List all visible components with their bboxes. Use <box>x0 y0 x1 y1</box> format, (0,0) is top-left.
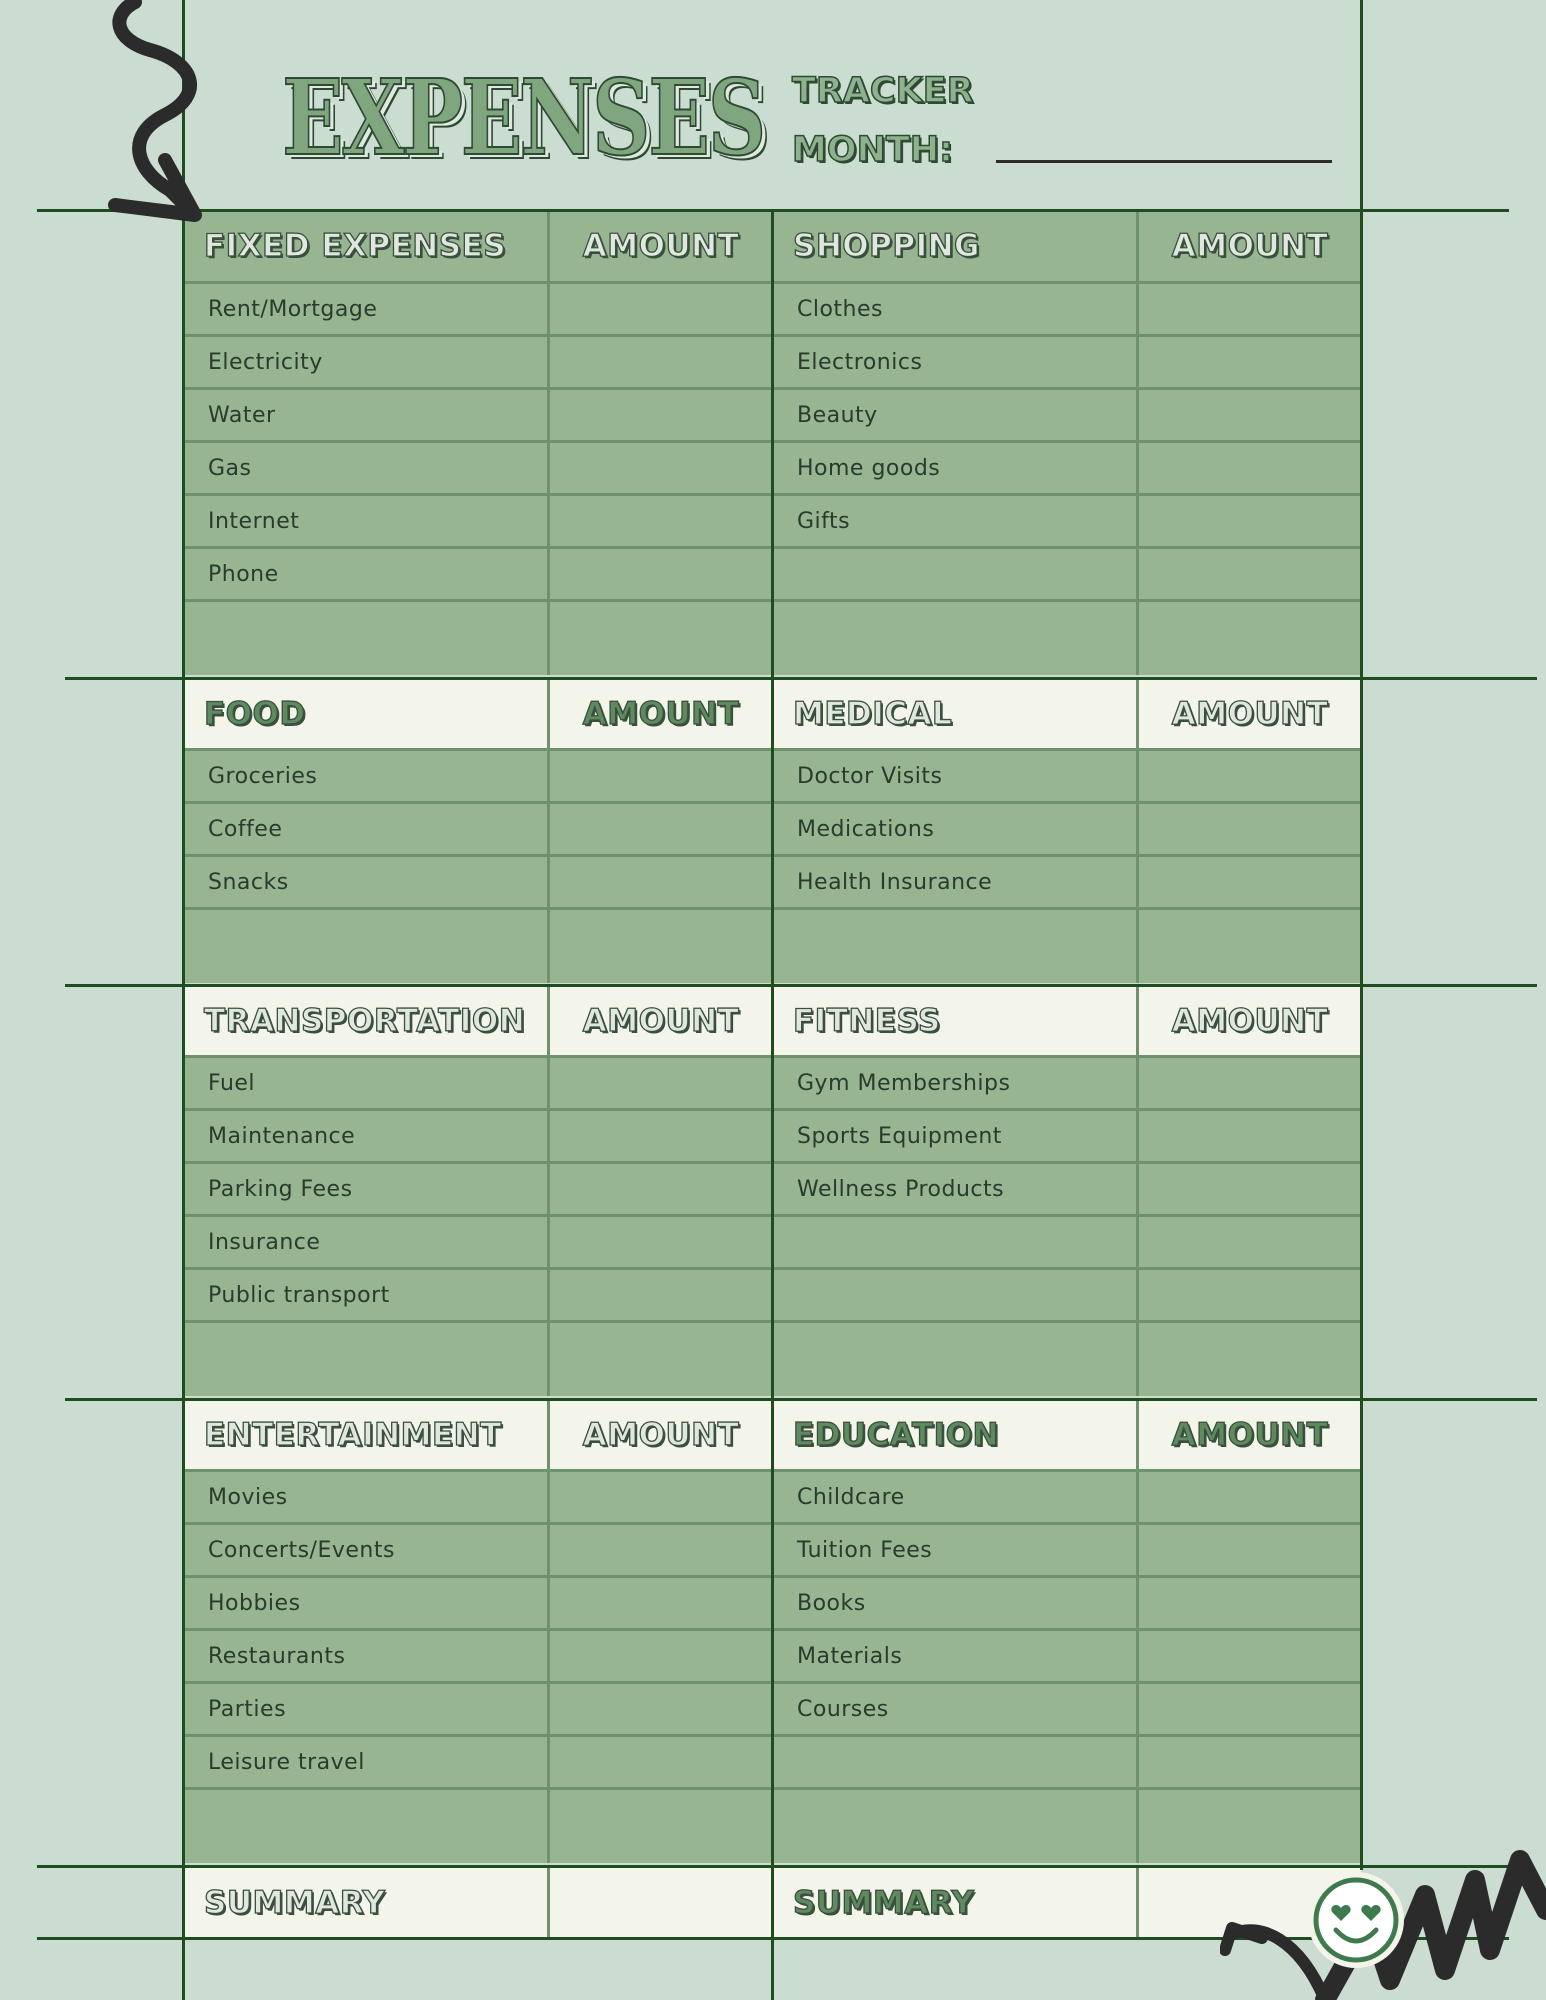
expense-label-cell <box>184 284 550 337</box>
amount-input-cell[interactable] <box>1139 1270 1361 1323</box>
summary-row <box>184 1868 772 1937</box>
expense-row <box>184 804 772 857</box>
expense-label: Electronics <box>797 349 923 375</box>
section-title-cell <box>773 680 1139 751</box>
expense-label-cell <box>773 1217 1139 1270</box>
section-title-cell <box>773 1401 1139 1472</box>
expense-label-cell <box>773 1472 1139 1525</box>
expense-label-cell <box>773 1058 1139 1111</box>
amount-input-cell[interactable] <box>1139 549 1361 602</box>
amount-header-cell <box>1139 211 1361 284</box>
expense-label: Rent/Mortgage <box>208 296 378 322</box>
amount-input-cell[interactable] <box>550 804 772 857</box>
expense-label: Water <box>208 402 276 428</box>
expense-label-cell <box>773 390 1139 443</box>
expense-label: Gas <box>208 455 252 481</box>
amount-header-cell <box>1139 680 1361 751</box>
expense-row <box>184 390 772 443</box>
expense-label-cell <box>773 1525 1139 1578</box>
expense-label: Beauty <box>797 402 878 428</box>
expense-row <box>773 1578 1361 1631</box>
amount-header: AMOUNT <box>582 1003 740 1039</box>
expense-row <box>773 1525 1361 1578</box>
expense-label-cell <box>184 1270 550 1323</box>
expense-label-cell <box>184 1164 550 1217</box>
expense-label-cell <box>184 390 550 443</box>
expense-label-cell <box>773 549 1139 602</box>
expense-label-cell <box>184 1790 550 1863</box>
expense-label: Sports Equipment <box>797 1123 1002 1149</box>
expense-label: Snacks <box>208 869 289 895</box>
expense-label-cell <box>773 602 1139 675</box>
divider-line <box>65 1398 1537 1401</box>
expense-label-cell <box>184 602 550 675</box>
amount-input-cell[interactable] <box>1139 804 1361 857</box>
amount-header: AMOUNT <box>1171 1417 1329 1453</box>
summary-label-cell <box>184 1868 550 1937</box>
section-title: FIXED EXPENSES <box>204 228 507 264</box>
expense-row <box>184 1472 772 1525</box>
amount-input-cell[interactable] <box>1139 1111 1361 1164</box>
section-header <box>184 987 772 1058</box>
expense-label: Health Insurance <box>797 869 993 895</box>
expense-label-cell <box>773 1323 1139 1396</box>
amount-header: AMOUNT <box>582 228 740 264</box>
amount-input-cell[interactable] <box>550 1164 772 1217</box>
amount-input-cell[interactable] <box>550 1525 772 1578</box>
expense-row <box>773 910 1361 983</box>
amount-input-cell[interactable] <box>1139 1217 1361 1270</box>
amount-input-cell[interactable] <box>1139 1323 1361 1396</box>
amount-header: AMOUNT <box>1171 696 1329 732</box>
amount-input-cell[interactable] <box>550 1631 772 1684</box>
amount-header-cell <box>550 680 772 751</box>
expense-row <box>773 1164 1361 1217</box>
expense-label: Home goods <box>797 455 941 481</box>
expense-row <box>773 1270 1361 1323</box>
amount-input-cell[interactable] <box>550 390 772 443</box>
section-title-cell <box>184 211 550 284</box>
expense-label-cell <box>184 549 550 602</box>
amount-input-cell[interactable] <box>1139 1578 1361 1631</box>
expense-label-cell <box>184 1058 550 1111</box>
amount-input-cell[interactable] <box>1139 443 1361 496</box>
amount-header-cell <box>1139 987 1361 1058</box>
amount-input-cell[interactable] <box>550 1737 772 1790</box>
expense-label: Parking Fees <box>208 1176 353 1202</box>
expense-row <box>184 496 772 549</box>
summary-amount-cell[interactable] <box>550 1868 772 1937</box>
expense-label-cell <box>773 284 1139 337</box>
expense-row <box>184 1111 772 1164</box>
expense-label: Courses <box>797 1696 889 1722</box>
section-title: ENTERTAINMENT <box>204 1417 502 1453</box>
expense-row <box>773 284 1361 337</box>
expense-row <box>773 1058 1361 1111</box>
expense-row <box>773 1217 1361 1270</box>
expense-row <box>184 1737 772 1790</box>
amount-input-cell[interactable] <box>1139 1684 1361 1737</box>
expense-label-cell <box>773 337 1139 390</box>
expense-label: Leisure travel <box>208 1749 365 1775</box>
divider-line <box>65 984 1537 987</box>
amount-header: AMOUNT <box>1171 228 1329 264</box>
expense-label-cell <box>773 1270 1139 1323</box>
tracker-label: TRACKER <box>792 71 974 111</box>
amount-input-cell[interactable] <box>550 857 772 910</box>
expense-label-cell <box>773 1684 1139 1737</box>
amount-input-cell[interactable] <box>1139 1164 1361 1217</box>
amount-input-cell[interactable] <box>550 1270 772 1323</box>
amount-input-cell[interactable] <box>550 1323 772 1396</box>
expense-label-cell <box>184 1737 550 1790</box>
section-header <box>773 211 1361 284</box>
smiley-heart-eyes-icon <box>1306 1870 1406 1970</box>
expense-row <box>184 1058 772 1111</box>
expense-row <box>184 284 772 337</box>
expense-label-cell <box>773 1578 1139 1631</box>
amount-input-cell[interactable] <box>550 549 772 602</box>
expense-label-cell <box>184 857 550 910</box>
amount-header: AMOUNT <box>582 1417 740 1453</box>
expense-row <box>773 804 1361 857</box>
amount-input-cell[interactable] <box>550 1790 772 1863</box>
expense-label-cell <box>773 857 1139 910</box>
expense-row <box>773 1684 1361 1737</box>
expense-label-cell <box>184 1684 550 1737</box>
amount-input-cell[interactable] <box>1139 857 1361 910</box>
section-title: FITNESS <box>793 1003 941 1039</box>
amount-input-cell[interactable] <box>550 1217 772 1270</box>
amount-input-cell[interactable] <box>1139 284 1361 337</box>
amount-input-cell[interactable] <box>1139 1058 1361 1111</box>
amount-input-cell[interactable] <box>550 1111 772 1164</box>
expense-section-transportation <box>184 987 772 1396</box>
expense-row <box>773 337 1361 390</box>
amount-input-cell[interactable] <box>550 1472 772 1525</box>
expense-row <box>184 549 772 602</box>
divider-line <box>65 677 1537 680</box>
amount-input-cell[interactable] <box>1139 910 1361 983</box>
expense-label: Restaurants <box>208 1643 346 1669</box>
expense-label-cell <box>773 1111 1139 1164</box>
divider-line <box>771 209 774 2000</box>
expense-row <box>184 602 772 675</box>
expense-row <box>184 1578 772 1631</box>
expense-row <box>184 1217 772 1270</box>
divider-line <box>182 0 185 2000</box>
expense-label-cell <box>773 1164 1139 1217</box>
expense-section-entertainment <box>184 1401 772 1863</box>
section-header <box>184 680 772 751</box>
expense-row <box>773 1323 1361 1396</box>
section-title-cell <box>773 987 1139 1058</box>
section-title-cell <box>184 680 550 751</box>
section-title: SHOPPING <box>793 228 980 264</box>
amount-input-cell[interactable] <box>1139 751 1361 804</box>
section-title-cell <box>184 987 550 1058</box>
expense-label: Concerts/Events <box>208 1537 395 1563</box>
expense-label: Movies <box>208 1484 288 1510</box>
amount-header-cell <box>550 1401 772 1472</box>
amount-header: AMOUNT <box>582 696 740 732</box>
expense-label-cell <box>184 1631 550 1684</box>
expense-row <box>184 337 772 390</box>
amount-input-cell[interactable] <box>1139 1525 1361 1578</box>
expense-row <box>184 1164 772 1217</box>
expense-label: Phone <box>208 561 279 587</box>
month-input-line[interactable] <box>996 160 1332 163</box>
expense-label: Books <box>797 1590 866 1616</box>
expense-label: Gym Memberships <box>797 1070 1011 1096</box>
squiggle-arrow-icon <box>95 0 235 230</box>
section-header <box>184 1401 772 1472</box>
expense-label: Clothes <box>797 296 883 322</box>
expense-row <box>184 857 772 910</box>
expense-label-cell <box>184 496 550 549</box>
expense-label: Coffee <box>208 816 283 842</box>
expense-label-cell <box>773 496 1139 549</box>
section-header <box>773 1401 1361 1472</box>
expense-label-cell <box>184 910 550 983</box>
expense-label: Materials <box>797 1643 903 1669</box>
section-header <box>184 211 772 284</box>
expense-label: Childcare <box>797 1484 905 1510</box>
expense-section-education <box>773 1401 1361 1863</box>
amount-input-cell[interactable] <box>550 443 772 496</box>
expense-label-cell <box>184 1472 550 1525</box>
expense-label-cell <box>184 337 550 390</box>
expense-row <box>773 1472 1361 1525</box>
expense-row <box>773 857 1361 910</box>
expense-label-cell <box>184 751 550 804</box>
expense-label-cell <box>773 1790 1139 1863</box>
expense-label: Gifts <box>797 508 851 534</box>
amount-input-cell[interactable] <box>550 284 772 337</box>
expense-label: Doctor Visits <box>797 763 943 789</box>
expense-label: Groceries <box>208 763 318 789</box>
expense-label: Tuition Fees <box>797 1537 933 1563</box>
expense-row <box>184 443 772 496</box>
expense-section-fixed <box>184 211 772 675</box>
expense-label-cell <box>184 1525 550 1578</box>
section-title: EDUCATION <box>793 1417 999 1453</box>
expense-row <box>773 1737 1361 1790</box>
expense-section-fitness <box>773 987 1361 1396</box>
expense-label: Insurance <box>208 1229 321 1255</box>
expense-row <box>184 910 772 983</box>
month-label: MONTH: <box>792 130 954 170</box>
expense-label: Public transport <box>208 1282 390 1308</box>
amount-input-cell[interactable] <box>1139 390 1361 443</box>
expense-row <box>773 602 1361 675</box>
section-title: TRANSPORTATION <box>204 1003 526 1039</box>
expense-label: Wellness Products <box>797 1176 1005 1202</box>
section-title-cell <box>773 211 1139 284</box>
amount-input-cell[interactable] <box>1139 1631 1361 1684</box>
expense-section-medical <box>773 680 1361 983</box>
expense-row <box>184 1525 772 1578</box>
expense-label: Fuel <box>208 1070 256 1096</box>
amount-input-cell[interactable] <box>550 602 772 675</box>
expense-label-cell <box>773 1737 1139 1790</box>
expense-label-cell <box>184 804 550 857</box>
expense-row <box>773 1631 1361 1684</box>
expense-row <box>184 751 772 804</box>
expense-label-cell <box>773 751 1139 804</box>
amount-input-cell[interactable] <box>550 910 772 983</box>
expense-row <box>773 496 1361 549</box>
expense-label-cell <box>184 1111 550 1164</box>
amount-input-cell[interactable] <box>550 1684 772 1737</box>
expense-label-cell <box>184 1217 550 1270</box>
section-header <box>773 987 1361 1058</box>
amount-input-cell[interactable] <box>1139 1472 1361 1525</box>
expense-section-shopping <box>773 211 1361 675</box>
section-title: FOOD <box>204 696 306 732</box>
expense-label-cell <box>184 443 550 496</box>
expense-label: Electricity <box>208 349 323 375</box>
amount-header: AMOUNT <box>1171 1003 1329 1039</box>
section-title: MEDICAL <box>793 696 953 732</box>
section-title-cell <box>184 1401 550 1472</box>
expense-row <box>184 1631 772 1684</box>
expense-row <box>773 549 1361 602</box>
expense-label-cell <box>773 443 1139 496</box>
amount-header-cell <box>550 211 772 284</box>
expense-row <box>773 751 1361 804</box>
amount-input-cell[interactable] <box>1139 602 1361 675</box>
expense-label: Hobbies <box>208 1590 301 1616</box>
amount-input-cell[interactable] <box>1139 496 1361 549</box>
expense-row <box>773 1111 1361 1164</box>
expense-label-cell <box>773 1631 1139 1684</box>
expense-label: Medications <box>797 816 935 842</box>
expense-label: Maintenance <box>208 1123 356 1149</box>
expense-row <box>184 1790 772 1863</box>
expense-label-cell <box>184 1323 550 1396</box>
page-title: EXPENSES <box>282 56 765 179</box>
amount-header-cell <box>1139 1401 1361 1472</box>
amount-input-cell[interactable] <box>1139 1737 1361 1790</box>
summary-label-cell <box>773 1868 1139 1937</box>
expense-row <box>773 390 1361 443</box>
expense-row <box>184 1684 772 1737</box>
expense-label-cell <box>773 804 1139 857</box>
amount-header-cell <box>550 987 772 1058</box>
expense-label-cell <box>773 910 1139 983</box>
summary-label: SUMMARY <box>204 1884 386 1921</box>
amount-input-cell[interactable] <box>550 337 772 390</box>
summary-label: SUMMARY <box>793 1884 975 1921</box>
amount-input-cell[interactable] <box>1139 337 1361 390</box>
expense-row <box>184 1323 772 1396</box>
amount-input-cell[interactable] <box>550 1578 772 1631</box>
expense-row <box>184 1270 772 1323</box>
expense-section-food <box>184 680 772 983</box>
amount-input-cell[interactable] <box>550 496 772 549</box>
expense-label-cell <box>184 1578 550 1631</box>
expense-label: Parties <box>208 1696 287 1722</box>
amount-input-cell[interactable] <box>550 1058 772 1111</box>
expense-label: Internet <box>208 508 300 534</box>
expense-row <box>773 443 1361 496</box>
amount-input-cell[interactable] <box>550 751 772 804</box>
divider-line <box>1360 0 1363 1870</box>
section-header <box>773 680 1361 751</box>
